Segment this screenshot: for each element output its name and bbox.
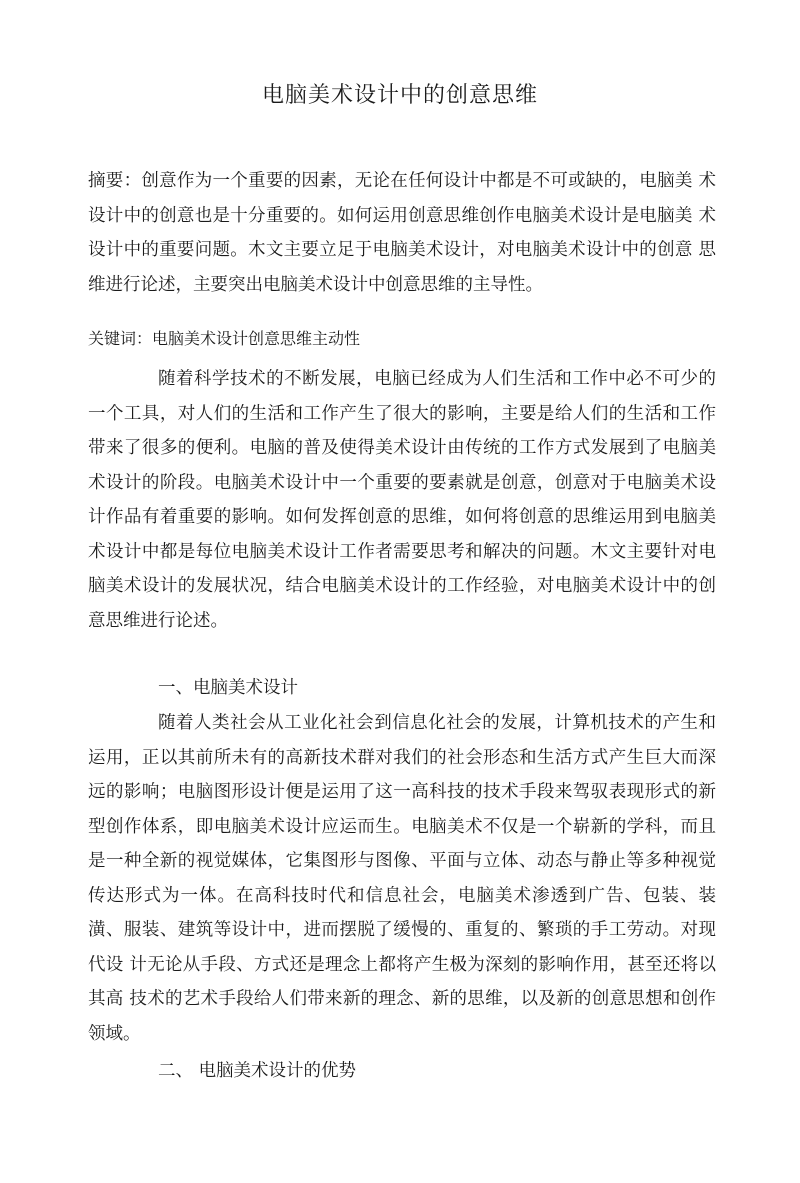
keywords-line: 关键词：电脑美术设计创意思维主动性 — [88, 329, 361, 348]
section-heading-2: 二、 电脑美术设计的优势 — [158, 1061, 357, 1081]
abstract-paragraph: 摘要：创意作为一个重要的因素，无论在任何设计中都是不可或缺的，电脑美 术设计中的创意也是十分重要的。如何运用创意思维创作电脑美术设计是电脑美 术设计中的重要问题。木文主要立足于电脑美术设计，对电脑美术设计中的创意 思维进行论述，主要突出电脑美术设计中创意思维的主导性。 — [88, 171, 716, 295]
intro-paragraph: 随着科学技术的不断发展，电脑已经成为人们生活和工作中必不可少的一个工具，对人们的生活和工作产生了很大的影响，主要是给人们的生活和工作 带来了很多的便利。电脑的普及使得美术设计由传统的工作方式发展到了电脑美 术设计的阶段。电脑美术设计中一个重要的要素就是创意，创意对于电脑美术设 计作品有着重要的影响。如何发挥创意的思维，如何将创意的思维运用到电脑美 术设计中都是每位电脑美术设计工作者需要思考和解决的问题。木文主要针对电 脑美术设计的发展状况，结合电脑美术设计的工作经验，对电脑美术设计中的创 意思维进行论述。 — [88, 369, 716, 631]
document-title: 电脑美术设计中的创意思维 — [261, 83, 538, 108]
section-1-paragraph: 随着人类社会从工业化社会到信息化社会的发展，计算机技术的产生和 运用，正以其前所未有的高新技术群对我们的社会形态和生活方式产生巨大而深 远的影响；电脑图形设计便是运用了这一高科技的技术手段来驾驭表现形式的新 型创作体系，即电脑美术设计应运而生。电脑美术不仅是一个崭新的学科，而且 是一种全新的视觉媒体，它集图形与图像、平面与立体、动态与静止等多种视觉 传达形式为一体。在高科技时代和信息社会，电脑美术渗透到广告、包装、装潢、服装、建筑等设计中，进而摆脱了缓慢的、重复的、繁琐的手工劳动。对现代设 计无论从手段、方式还是理念上都将产生极为深刻的影响作用，甚至还将以其高 技术的艺术手段给人们带来新的理念、新的思维，以及新的创意思想和创作领域。 — [88, 713, 716, 1044]
section-heading-1: 一、电脑美术设计 — [158, 678, 298, 698]
